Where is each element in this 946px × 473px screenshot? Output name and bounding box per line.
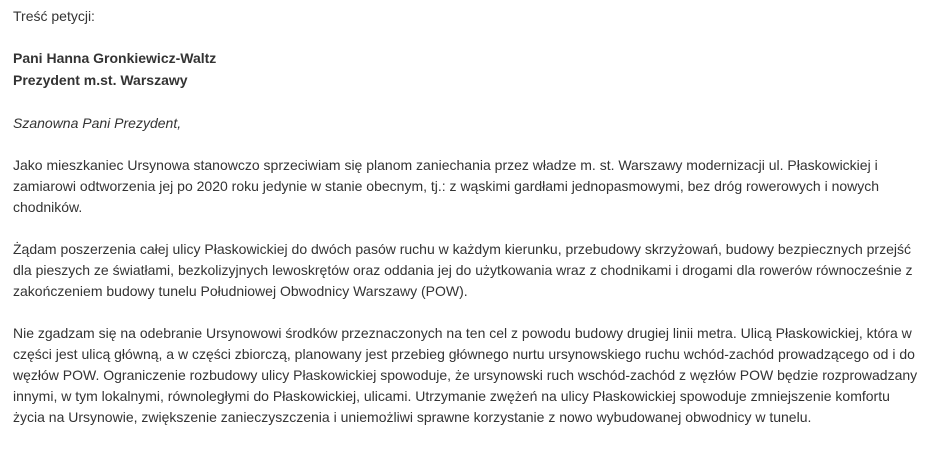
paragraph-line: innymi, w tym lokalnymi, równoległymi do Płaskowickiej, ulicami. Utrzymanie zwężeń na ulicy Płaskowickiej spowoduje zmniejszenie komfortu [13,388,890,404]
petition-content-label: Treść petycji: [13,8,95,24]
paragraph-line: dla pieszych ze światłami, bezkolizyjnych lewoskrętów oraz oddania jej do użytkowania wraz z chodnikami i drogami dla rowerów równocześnie z [13,262,913,278]
paragraph-line: Żądam poszerzenia całej ulicy Płaskowickiej do dwóch pasów ruchu w każdym kierunku, przebudowy skrzyżowań, budowy bezpiecznych przejść [13,241,911,257]
paragraph-line: życia na Ursynowie, zwiększenie zanieczyszczenia i uniemożliwi sprawne korzystanie z nowo wybudowanej obwodnicy w tunelu. [13,409,812,425]
addressee-name: Pani Hanna Gronkiewicz-Waltz [13,50,217,66]
addressee-block [13,47,936,91]
greeting: Szanowna Pani Prezydent, [13,115,182,131]
paragraph [13,155,936,218]
paragraph [13,239,936,302]
addressee-title: Prezydent m.st. Warszawy [13,72,188,88]
paragraph-line: chodników. [13,199,83,215]
paragraph-line: zamiarowi odtworzenia jej po 2020 roku jedynie w stanie obecnym, tj.: z wąskimi gardłami jednopasmowymi, bez dróg rowerowych i nowych [13,178,880,194]
paragraph-line: Jako mieszkaniec Ursynowa stanowczo sprzeciwiam się planom zaniechania przez władze m. st. Warszawy modernizacji ul. Płaskowickiej i [13,157,878,173]
paragraph-line: zakończeniem budowy tunelu Południowej Obwodnicy Warszawy (POW). [13,283,468,299]
paragraph-line: Nie zgadzam się na odebranie Ursynowowi środków przeznaczonych na ten cel z powodu budowy drugiej linii metra. Ulicą Płaskowickiej, która w [13,325,912,341]
paragraph-line: części jest ulicą główną, a w części zbiorczą, planowany jest przebieg głównego nurtu ursynowskiego ruchu wchód-zachód prowadzącego od i do [13,346,915,362]
paragraph [13,323,936,428]
paragraph-line: węzłów POW. Ograniczenie rozbudowy ulicy Płaskowickiej spowoduje, że ursynowski ruch wschód-zachód z węzłów POW będzie rozprowadzany [13,367,918,383]
